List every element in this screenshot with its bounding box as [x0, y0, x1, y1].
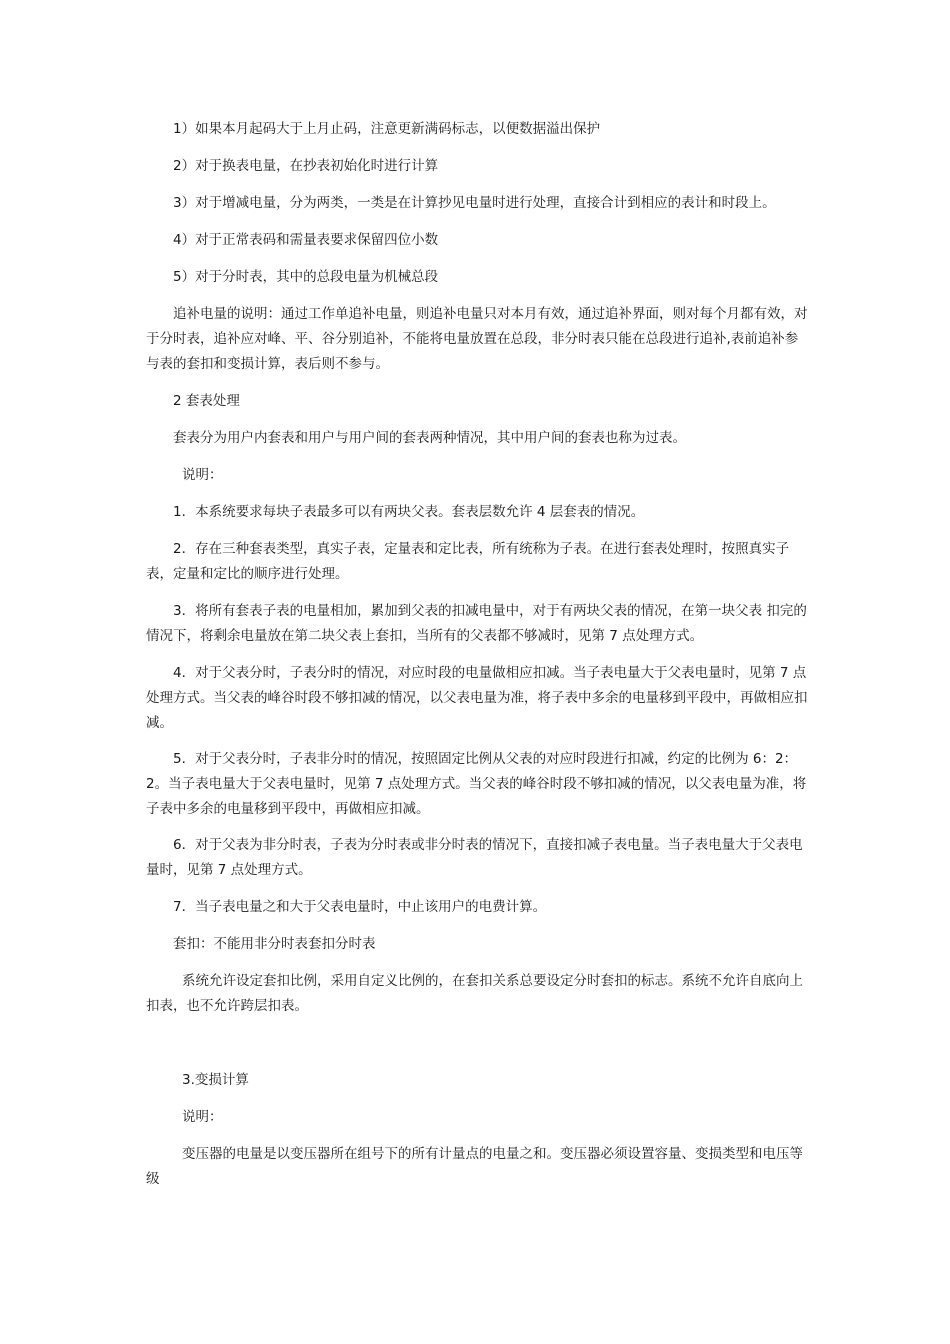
section-heading-transformer-loss: 3.变损计算: [182, 1072, 249, 1088]
paragraph-item-1: 1）如果本月起码大于上月止码，注意更新满码标志，以便数据溢出保护: [173, 121, 601, 137]
rule-item-6: 6．对于父表为非分时表，子表为分时表或非分时表的情况下，直接扣减子表电量。当子表电量大于父表电量时，见第 7 点处理方式。: [146, 837, 803, 878]
paragraph-item-5: 5）对于分时表，其中的总段电量为机械总段: [173, 269, 439, 285]
paragraph-explanation-label-2: 说明：: [182, 1109, 223, 1125]
paragraph-item-3: 3）对于增减电量，分为两类，一类是在计算抄见电量时进行处理，直接合计到相应的表计和时段上。: [173, 195, 776, 211]
section-heading-nested-meters: 2 套表处理: [173, 393, 240, 409]
rule-item-2: 2．存在三种套表类型，真实子表，定量表和定比表，所有统称为子表。在进行套表处理时，按照真实子表，定量和定比的顺序进行处理。: [146, 541, 790, 582]
paragraph-transformer-description: 变压器的电量是以变压器所在组号下的所有计量点的电量之和。变压器必须设置容量、变损类型和电压等级: [146, 1146, 803, 1187]
rule-item-7: 7．当子表电量之和大于父表电量时，中止该用户的电费计算。: [173, 899, 547, 915]
paragraph-nested-meters-intro: 套表分为用户内套表和用户与用户间的套表两种情况，其中用户间的套表也称为过表。: [173, 430, 686, 446]
paragraph-deduction-rule: 套扣：不能用非分时表套扣分时表: [173, 936, 376, 952]
paragraph-explanation-label: 说明：: [182, 467, 223, 483]
paragraph-item-4: 4）对于正常表码和需量表要求保留四位小数: [173, 232, 439, 248]
rule-item-1: 1．本系统要求每块子表最多可以有两块父表。套表层数允许 4 层套表的情况。: [173, 504, 645, 520]
rule-item-5: 5．对于父表分时，子表非分时的情况，按照固定比例从父表的对应时段进行扣减，约定的比例为 6：2：2。当子表电量大于父表电量时，见第 7 点处理方式。当父表的峰谷时段不够扣减的情况，以父表电量为准，将子表中多余的电量移到平段中，再做相应扣减。: [146, 751, 807, 817]
rule-item-4: 4．对于父表分时，子表分时的情况，对应时段的电量做相应扣减。当子表电量大于父表电量时，见第 7 点处理方式。当父表的峰谷时段不够扣减的情况，以父表电量为准，将子表中多余的电量移到平段中，再做相应扣减。: [146, 665, 808, 731]
paragraph-supplement-note: 追补电量的说明：通过工作单追补电量，则追补电量只对本月有效，通过追补界面，则对每个月都有效，对于分时表，追补应对峰、平、谷分别追补，不能将电量放置在总段，非分时表只能在总段进行追补,表前追补参与表的套扣和变损计算，表后则不参与。: [146, 306, 808, 372]
rule-item-3: 3．将所有套表子表的电量相加，累加到父表的扣减电量中，对于有两块父表的情况，在第一块父表 扣完的情况下，将剩余电量放在第二块父表上套扣，当所有的父表都不够减时，见第 7 点处理方式。: [146, 603, 807, 644]
paragraph-item-2: 2）对于换表电量，在抄表初始化时进行计算: [173, 158, 439, 174]
paragraph-deduction-ratio: 系统允许设定套扣比例，采用自定义比例的，在套扣关系总要设定分时套扣的标志。系统不允许自底向上扣表，也不允许跨层扣表。: [146, 973, 803, 1014]
